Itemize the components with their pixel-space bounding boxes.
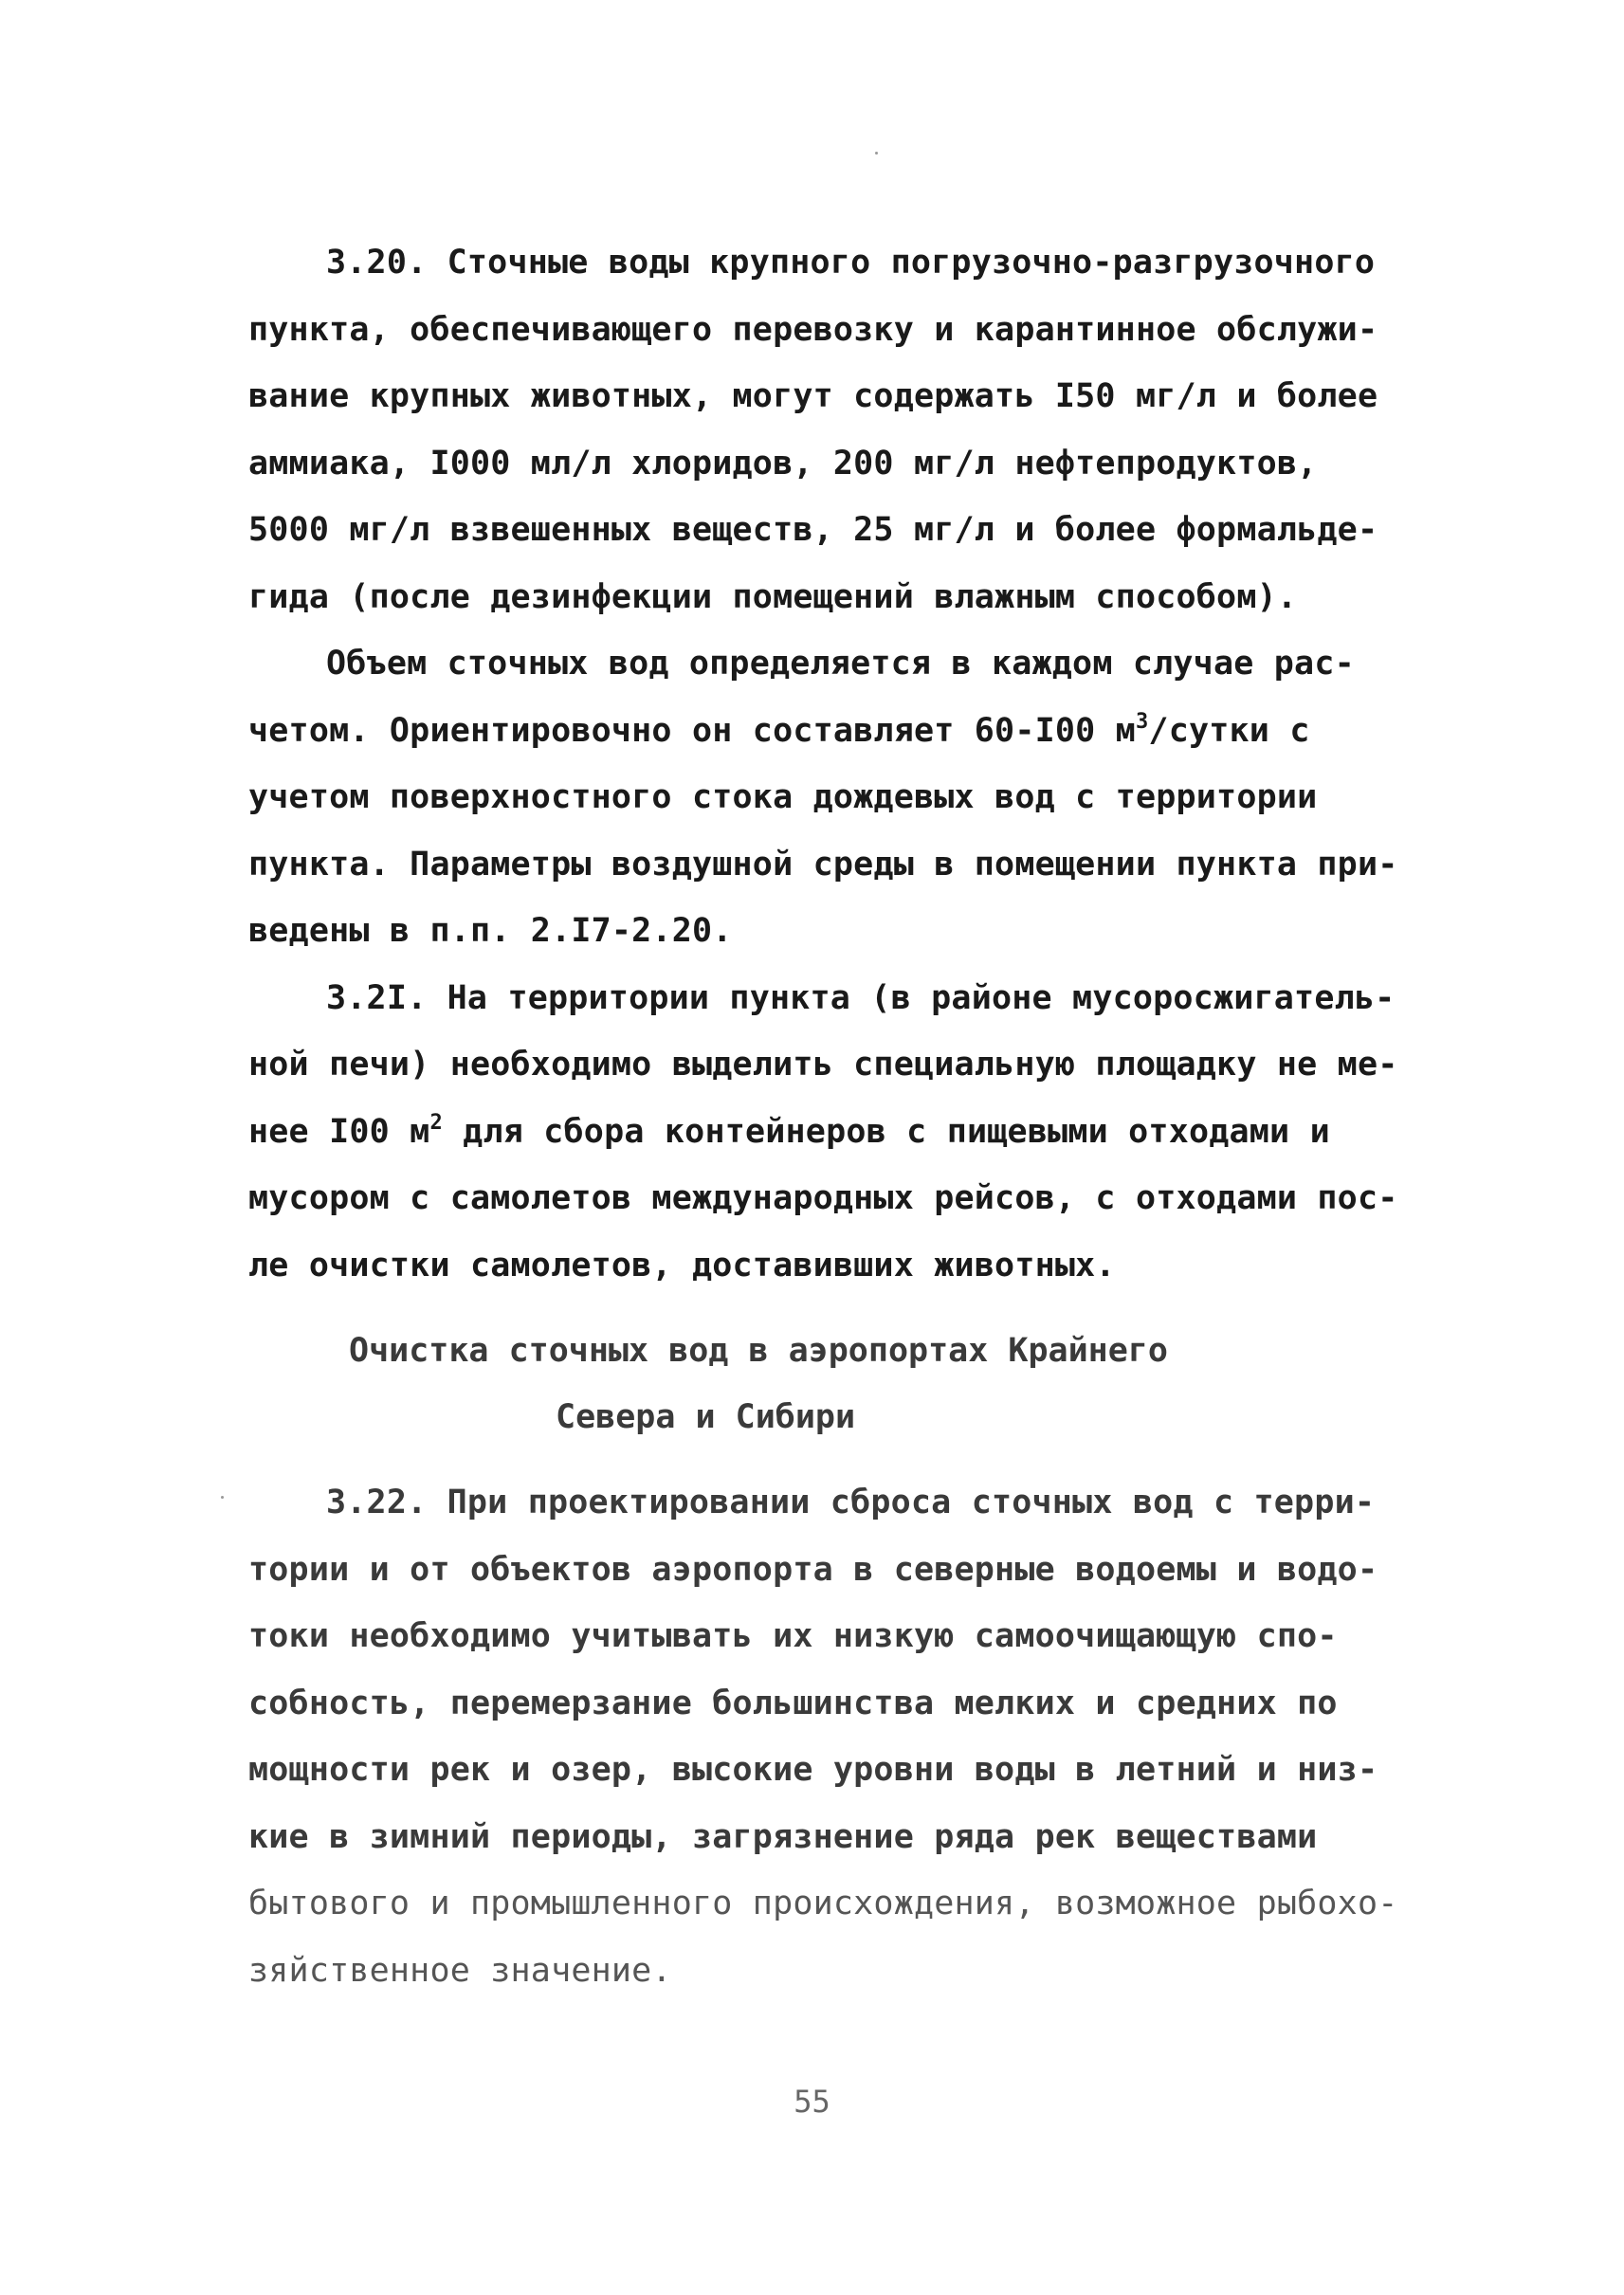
text-line: аммиака, I000 мл/л хлоридов, 200 мг/л нефтепродуктов, bbox=[248, 444, 1318, 483]
paragraph-3-22 bbox=[248, 1469, 1398, 2004]
text-line: токи необходимо учитывать их низкую самоочищающую спо- bbox=[248, 1617, 1338, 1655]
text-line-with-superscript bbox=[248, 698, 1391, 765]
text-line: зяйственное значение. bbox=[248, 1951, 672, 1990]
text-line: учетом поверхностного стока дождевых вод с территории bbox=[248, 778, 1318, 816]
text-line-with-superscript bbox=[248, 1099, 1391, 1166]
text-line: ной печи) необходимо выделить специальную площадку не ме- bbox=[248, 1046, 1398, 1084]
paragraph-3-21 bbox=[248, 965, 1398, 1300]
text-line: пункта. Параметры воздушной среды в помещении пункта при- bbox=[248, 845, 1398, 883]
paragraph-3-20 bbox=[248, 229, 1391, 630]
scan-speck bbox=[221, 1496, 224, 1499]
text-line: собность, перемерзание большинства мелких и средних по bbox=[248, 1684, 1338, 1722]
paragraph-volume bbox=[248, 630, 1398, 965]
text-line: вание крупных животных, могут содержать I50 мг/л и более bbox=[248, 377, 1378, 415]
scan-speck bbox=[875, 152, 878, 155]
text-line: пункта, обеспечивающего перевозку и карантинное обслужи- bbox=[248, 310, 1378, 349]
body-text bbox=[248, 229, 1398, 2004]
text-line: 3.22. При проектировании сброса сточных вод с терри- bbox=[326, 1484, 1376, 1521]
text-line: бытового и промышленного происхождения, возможное рыбохо- bbox=[248, 1885, 1398, 1922]
superscript: 2 bbox=[429, 1110, 443, 1135]
text-line: Объем сточных вод определяется в каждом случае рас- bbox=[326, 645, 1355, 683]
heading-line: Севера и Сибири bbox=[556, 1398, 856, 1436]
page-number: 55 bbox=[794, 2084, 830, 2120]
text-line: тории и от объектов аэропорта в северные водоемы и водо- bbox=[248, 1550, 1378, 1589]
text-segment: /сутки с bbox=[1148, 711, 1310, 750]
text-line: гида (после дезинфекции помещений влажным способом). bbox=[248, 577, 1298, 616]
text-line: 3.2I. На территории пункта (в районе мусоросжигатель- bbox=[326, 978, 1396, 1017]
section-heading bbox=[248, 1318, 1391, 1450]
text-line: ле очистки самолетов, доставивших животных. bbox=[248, 1246, 1116, 1284]
text-line: 5000 мг/л взвешенных веществ, 25 мг/л и более формальде- bbox=[248, 511, 1378, 549]
text-segment: нее I00 м bbox=[248, 1112, 430, 1151]
text-segment: четом. Ориентировочно он составляет 60-I00 м bbox=[248, 711, 1136, 750]
text-line: 3.20. Сточные воды крупного погрузочно-разгрузочного bbox=[326, 244, 1376, 282]
text-segment: для сбора контейнеров с пищевыми отходами и bbox=[442, 1112, 1330, 1151]
heading-line: Очистка сточных вод в аэропортах Крайнего bbox=[349, 1332, 1168, 1370]
text-line: ведены в п.п. 2.I7-2.20. bbox=[248, 912, 733, 950]
text-line: мусором с самолетов международных рейсов, с отходами пос- bbox=[248, 1179, 1398, 1217]
text-line: кие в зимний периоды, загрязнение ряда рек веществами bbox=[248, 1817, 1318, 1856]
text-line: мощности рек и озер, высокие уровни воды в летний и низ- bbox=[248, 1751, 1378, 1789]
superscript: 3 bbox=[1135, 709, 1149, 734]
